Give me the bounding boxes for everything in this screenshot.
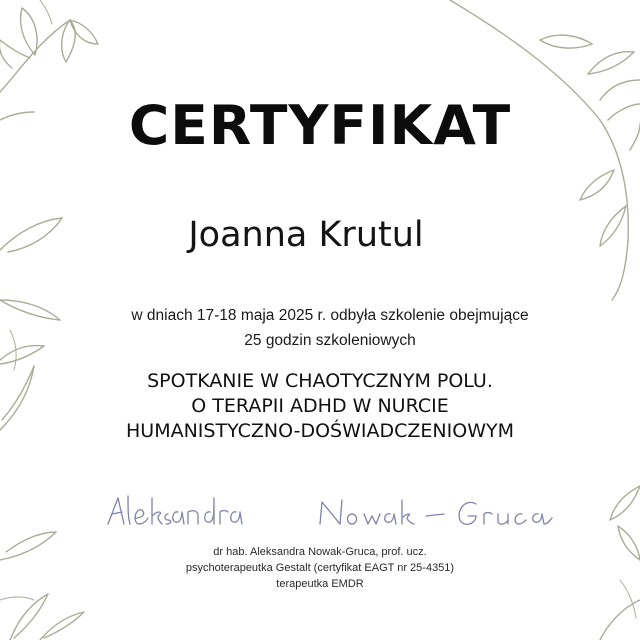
course-title-line: SPOTKANIE W CHAOTYCZNYM POLU. bbox=[147, 370, 493, 392]
floral-line-art-bottom-left-icon bbox=[0, 532, 84, 640]
description-line: 25 godzin szkoleniowych bbox=[244, 332, 416, 349]
author-line: psychoterapeutka Gestalt (certyfikat EAGT nr 25-4351) bbox=[185, 562, 455, 574]
floral-line-art-bottom-right-icon bbox=[600, 486, 640, 640]
author-credentials bbox=[100, 544, 540, 592]
certificate-title: CERTYFIKAT bbox=[128, 94, 512, 157]
recipient-name: Joanna Krutul bbox=[188, 215, 424, 255]
description-line: w dniach 17-18 maja 2025 r. odbyła szkolenie obejmujące bbox=[131, 307, 529, 324]
course-title-line: HUMANISTYCZNO-DOŚWIADCZENIOWYM bbox=[126, 420, 514, 442]
course-title-line: O TERAPII ADHD W NURCIE bbox=[191, 395, 449, 417]
course-title bbox=[40, 369, 600, 444]
author-line: terapeutka EMDR bbox=[276, 578, 364, 590]
training-description bbox=[70, 303, 590, 353]
author-line: dr hab. Aleksandra Nowak-Gruca, prof. ucz. bbox=[213, 546, 427, 558]
handwritten-signature bbox=[104, 490, 564, 538]
